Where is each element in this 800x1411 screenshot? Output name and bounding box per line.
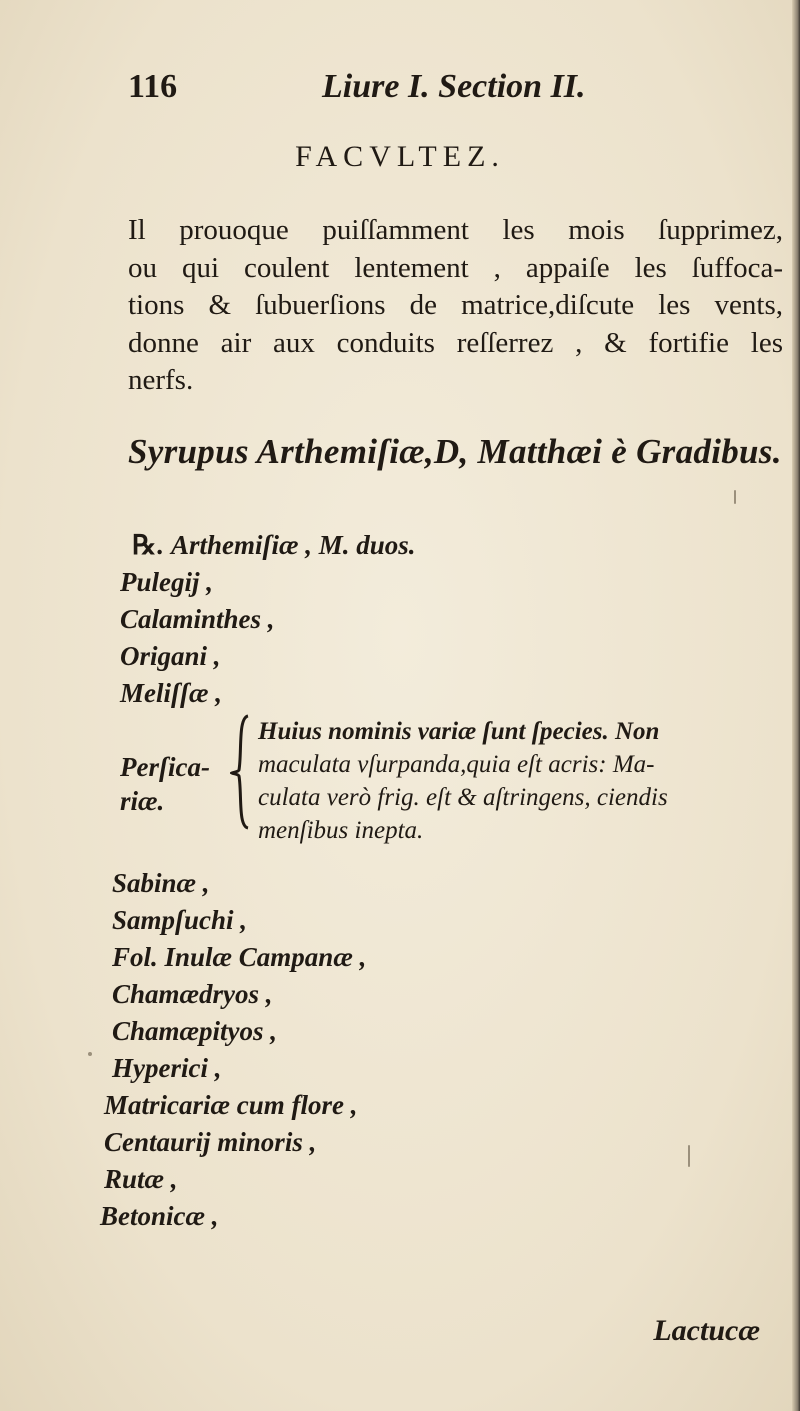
- ingredient: Sabinæ ,: [112, 868, 210, 898]
- recipe-symbol: ℞.: [132, 530, 163, 560]
- paragraph-line: ou qui coulent lentement , appaiſe les ſuffoca-: [128, 251, 783, 284]
- page-number: 116: [128, 68, 178, 105]
- ingredient: Fol. Inulæ Campanæ ,: [112, 942, 367, 972]
- paragraph-line: Il prouoque puiſſamment les mois ſupprimez,: [128, 214, 783, 246]
- ingredient: Chamæpityos ,: [112, 1016, 278, 1046]
- ingredient: Matricariæ cum flore ,: [104, 1090, 358, 1120]
- section-title: FACVLTEZ.: [295, 140, 505, 173]
- ink-speck: [734, 490, 736, 504]
- ink-speck: [688, 1145, 690, 1167]
- curly-brace: [230, 712, 252, 832]
- persicaria-note: [258, 715, 788, 847]
- faculties-paragraph: [128, 212, 783, 400]
- note-line: culata verò frig. eſt & aſtringens, ciendis: [258, 784, 668, 811]
- persicaria-label-line: Perſica-: [120, 752, 210, 782]
- note-line: maculata vſurpanda,quia eſt acris: Ma-: [258, 751, 655, 778]
- catchword: Lactucæ: [653, 1314, 760, 1347]
- note-line: Huius nominis variæ ſunt ſpecies. Non: [258, 718, 660, 745]
- paragraph-line: nerfs.: [128, 364, 194, 396]
- persicaria-label-line: riæ.: [120, 786, 165, 816]
- note-line: menſibus inepta.: [258, 817, 424, 844]
- ingredient: Chamædryos ,: [112, 979, 273, 1009]
- paragraph-line: donne air aux conduits reſſerrez , & fortifie les: [128, 326, 783, 359]
- paragraph-line: tions & ſubuerſions de matrice,diſcute les vents,: [128, 289, 783, 321]
- ingredient-first: [132, 530, 416, 561]
- ingredient: Hyperici ,: [112, 1053, 222, 1083]
- recipe-title: Syrupus Arthemiſiæ,D, Matthæi è Gradibus.: [128, 432, 782, 471]
- running-header: [128, 68, 668, 112]
- ingredient: Meliſſæ ,: [120, 678, 222, 708]
- ingredient: Rutæ ,: [104, 1164, 178, 1194]
- ingredient-label: Arthemiſiæ , M. duos.: [170, 530, 416, 560]
- ingredient: Sampſuchi ,: [112, 905, 248, 935]
- ingredient: Pulegij ,: [120, 567, 213, 597]
- ink-speck: [88, 1052, 92, 1056]
- ingredient: Origani ,: [120, 641, 221, 671]
- ingredient: Centaurij minoris ,: [104, 1127, 317, 1157]
- ingredient: Calaminthes ,: [120, 604, 275, 634]
- page-edge: [792, 0, 800, 1411]
- ingredient: Betonicæ ,: [100, 1201, 219, 1231]
- running-title: Liure I. Section II.: [322, 68, 586, 105]
